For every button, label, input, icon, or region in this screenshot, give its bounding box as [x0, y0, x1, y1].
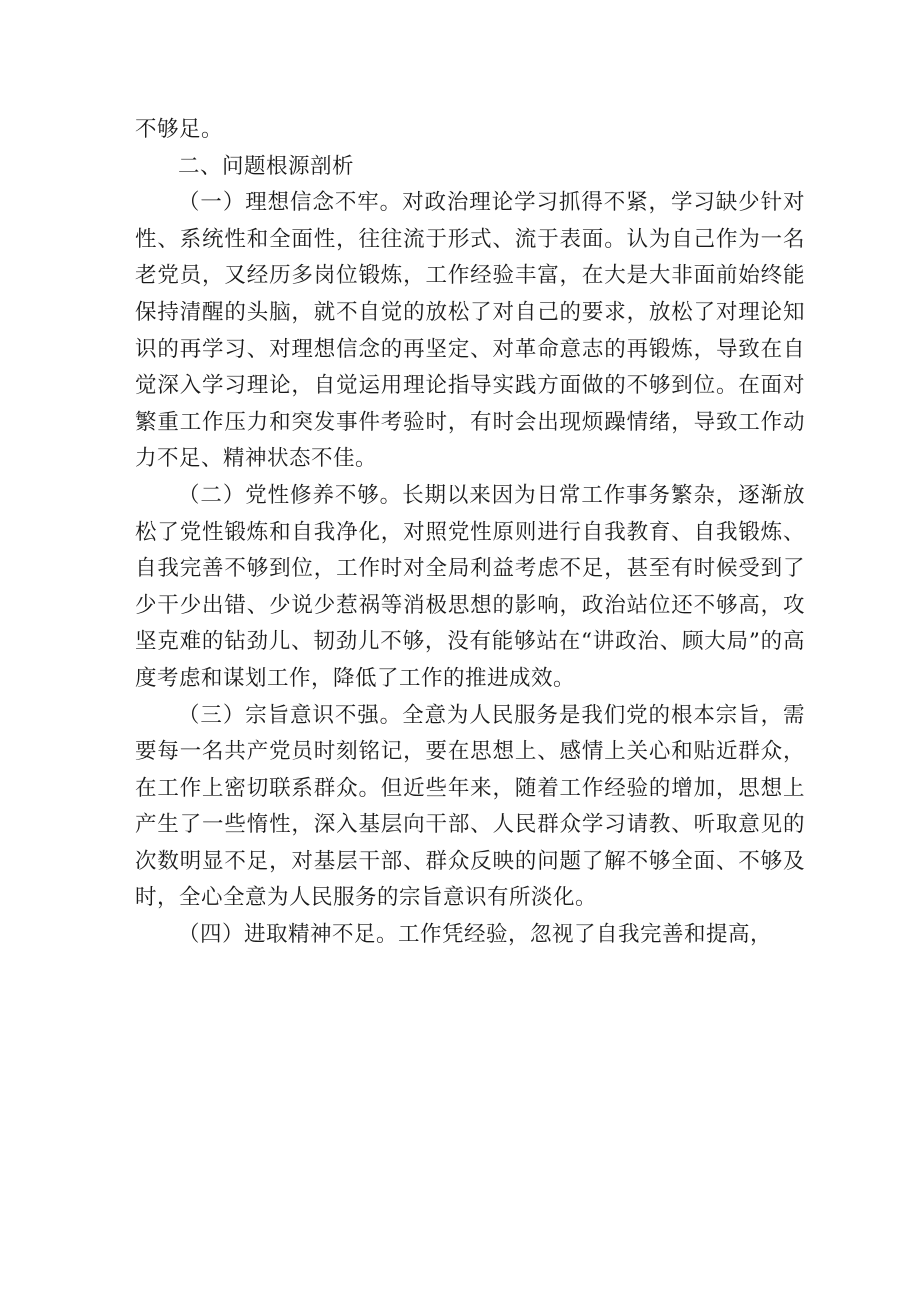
document-body	[135, 112, 805, 954]
paragraph-enterprising-spirit: （四）进取精神不足。工作凭经验，忽视了自我完善和提高，	[178, 922, 773, 948]
section-heading: 二、问题根源剖析	[178, 153, 355, 179]
paragraph-party-spirit: （二）党性修养不够。长期以来因为日常工作事务繁杂，逐渐放松了党性锻炼和自我净化，对照党性原则进行自我教育、自我锻炼、自我完善不够到位，工作时对全局利益考虑不足，甚至有时候受到了少干少出错、少说少惹祸等消极思想的影响，政治站位还不够高，攻坚克难的钻劲儿、韧劲儿不够，没有能够站在“讲政治、顾大局”的高度考虑和谋划工作，降低了工作的推进成效。	[135, 482, 805, 691]
paragraph-purpose-awareness: （三）宗旨意识不强。全意为人民服务是我们党的根本宗旨，需要每一名共产党员时刻铭记，要在思想上、感情上关心和贴近群众，在工作上密切联系群众。但近些年来，随着工作经验的增加，思想上产生了一些惰性，深入基层向干部、人民群众学习请教、听取意见的次数明显不足，对基层干部、群众反映的问题了解不够全面、不够及时，全心全意为人民服务的宗旨意识有所淡化。	[135, 702, 805, 911]
paragraph-ideals-beliefs: （一）理想信念不牢。对政治理论学习抓得不紧，学习缺少针对性、系统性和全面性，往往流于形式、流于表面。认为自己作为一名老党员，又经历多岗位锻炼，工作经验丰富，在大是大非面前始终能保持清醒的头脑，就不自觉的放松了对自己的要求，放松了对理论知识的再学习、对理想信念的再坚定、对革命意志的再锻炼，导致在自觉深入学习理论，自觉运用理论指导实践方面做的不够到位。在面对繁重工作压力和突发事件考验时，有时会出现烦躁情绪，导致工作动力不足、精神状态不佳。	[135, 190, 805, 472]
paragraph-continuation: 不够足。	[135, 117, 224, 142]
